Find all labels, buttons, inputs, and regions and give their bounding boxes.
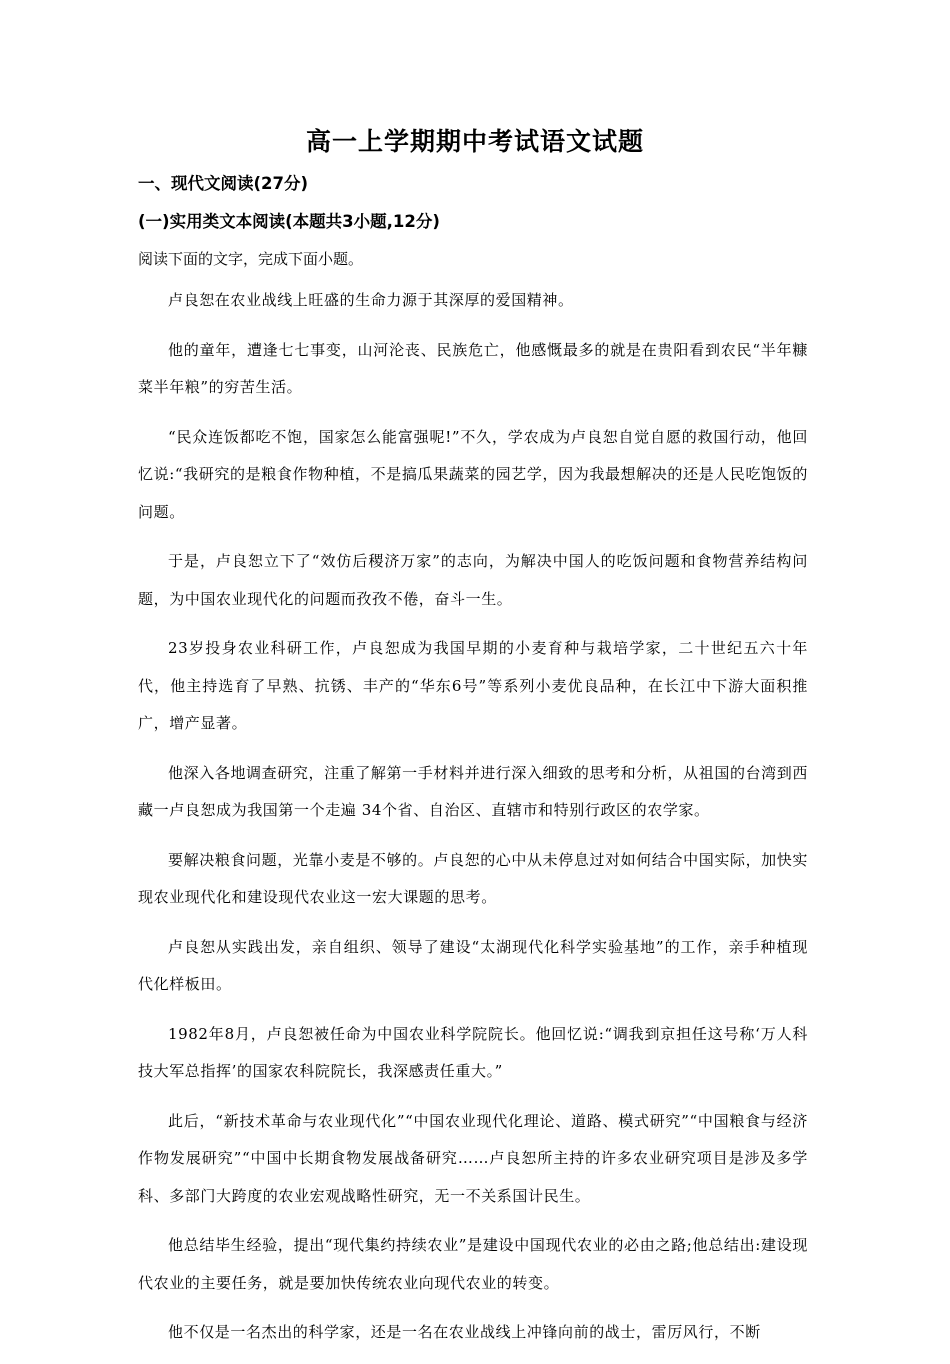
paragraph-2: 他的童年，遭逢七七事变，山河沦丧、民族危亡，他感慨最多的就是在贵阳看到农民“半年糠菜半年粮”的穷苦生活。 (138, 340, 808, 396)
paragraph-9: 1982年8月，卢良恕被任命为中国农业科学院院长。他回忆说:“调我到京担任这号称‘万人科技大军总指挥’的国家农科院院长，我深感责任重大。” (138, 1024, 808, 1080)
paragraph-10: 此后，“新技术革命与农业现代化”“中国农业现代化理论、道路、模式研究”“中国粮食与经济作物发展研究”“中国中长期食物发展战备研究……卢良恕所主持的许多农业研究项目是涉及多学科、多部门大跨度的农业宏观战略性研究，无一不关系国计民生。 (138, 1111, 808, 1205)
paragraph-3: “民众连饭都吃不饱，国家怎么能富强呢!”不久，学农成为卢良恕自觉自愿的救国行动，他回忆说:“我研究的是粮食作物种植，不是搞瓜果蔬菜的园艺学，因为我最想解决的还是人民吃饱饭的问题。 (138, 427, 808, 521)
paragraph-8: 卢良恕从实践出发，亲自组织、领导了建设“太湖现代化科学实验基地”的工作，亲手种植现代化样板田。 (138, 937, 808, 993)
subsection-heading: (一)实用类文本阅读(本题共3小题,12分) (138, 212, 440, 231)
paragraph-1: 卢良恕在农业战线上旺盛的生命力源于其深厚的爱国精神。 (168, 291, 574, 309)
paragraph-4: 于是，卢良恕立下了“效仿后稷济万家”的志向，为解决中国人的吃饭问题和食物营养结构问题，为中国农业现代化的问题而孜孜不倦，奋斗一生。 (138, 552, 808, 608)
section-heading: 一、现代文阅读(27分) (138, 174, 309, 193)
paragraph-12: 他不仅是一名杰出的科学家，还是一名在农业战线上冲锋向前的战士，雷厉风行，不断 (168, 1323, 761, 1341)
paragraph-11: 他总结毕生经验，提出“现代集约持续农业”是建设中国现代农业的必由之路;他总结出:建设现代农业的主要任务，就是要加快传统农业向现代农业的转变。 (138, 1236, 808, 1292)
reading-instruction: 阅读下面的文字，完成下面小题。 (138, 250, 364, 268)
article-body (138, 282, 808, 1364)
page-title: 高一上学期期中考试语文试题 (305, 127, 644, 156)
paragraph-5: 23岁投身农业科研工作，卢良恕成为我国早期的小麦育种与栽培学家，二十世纪五六十年代，他主持选育了早熟、抗锈、丰产的“华东6号”等系列小麦优良品种，在长江中下游大面积推广，增产显著。 (138, 639, 808, 732)
paragraph-7: 要解决粮食问题，光靠小麦是不够的。卢良恕的心中从未停息过对如何结合中国实际，加快实现农业现代化和建设现代农业这一宏大课题的思考。 (138, 850, 808, 906)
paragraph-6: 他深入各地调查研究，注重了解第一手材料并进行深入细致的思考和分析，从祖国的台湾到西藏一卢良恕成为我国第一个走遍 34个省、自治区、直辖市和特别行政区的农学家。 (138, 763, 808, 819)
